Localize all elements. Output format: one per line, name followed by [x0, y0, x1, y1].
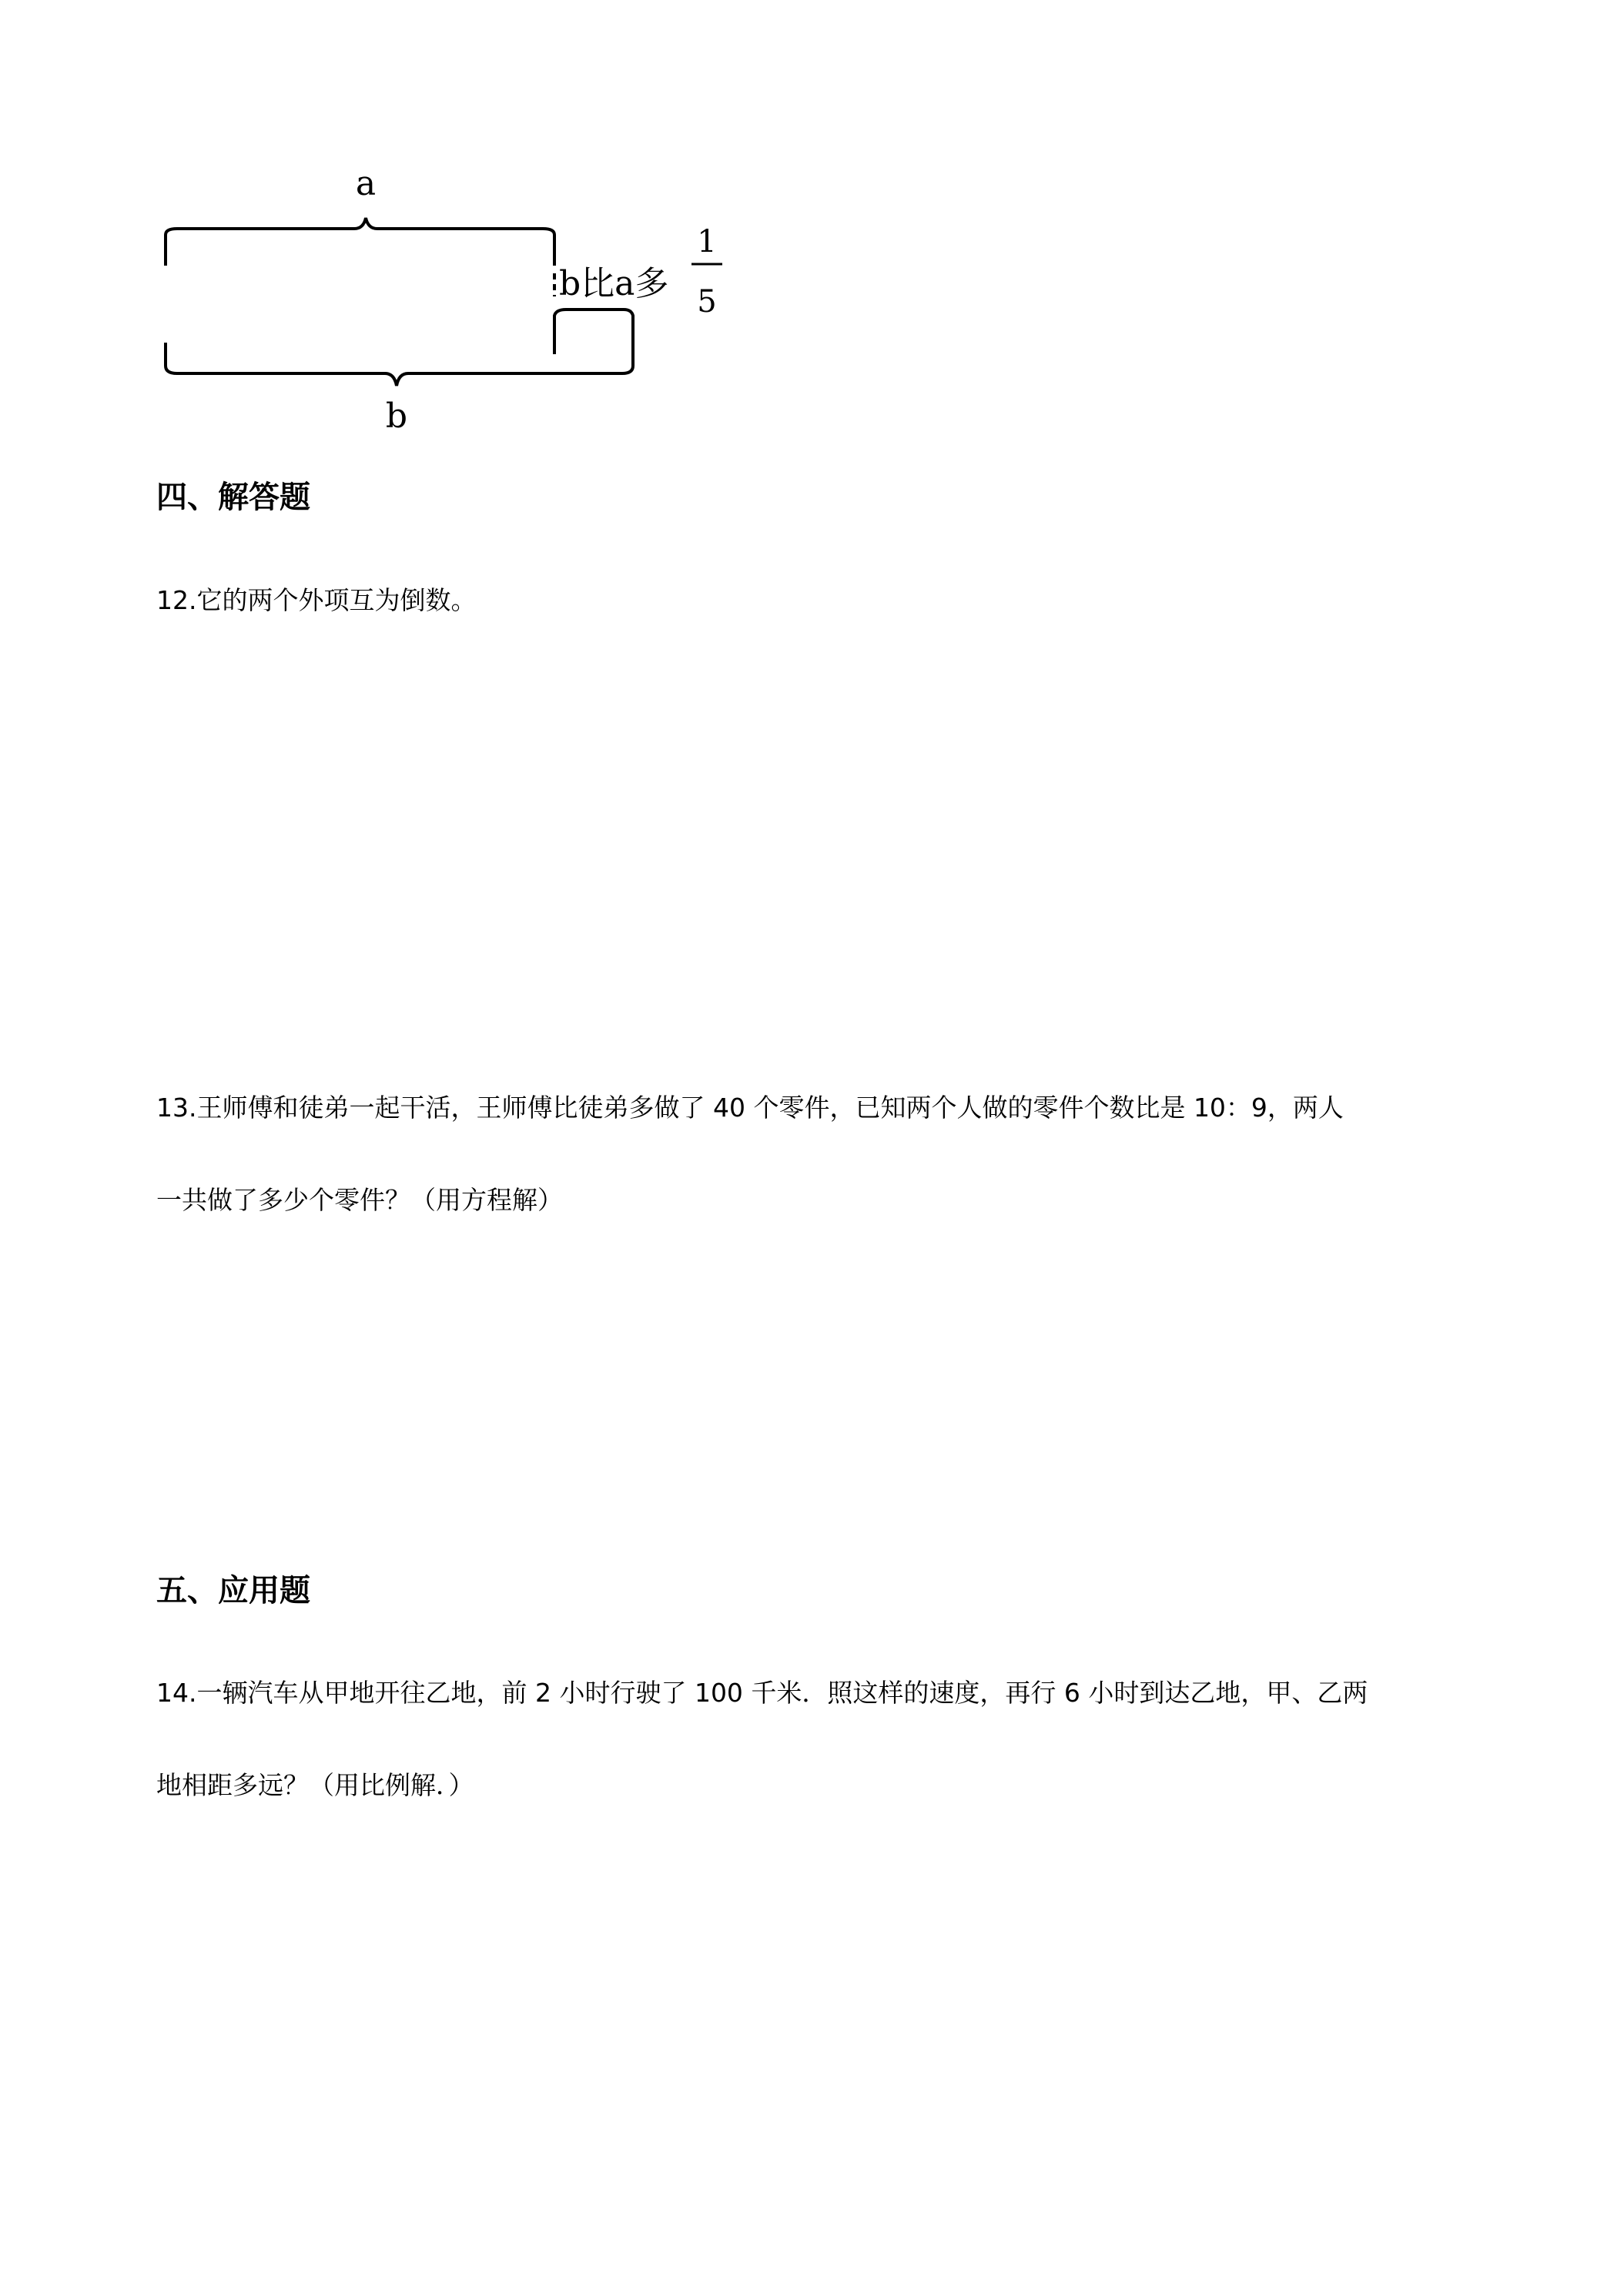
question-12-text: 12.它的两个外项互为倒数。	[156, 585, 477, 615]
question-12	[156, 583, 476, 618]
question-13	[156, 1090, 1344, 1217]
fraction-denominator: 5	[697, 284, 717, 320]
segment-diagram	[146, 158, 747, 450]
question-13-line-1: 13.王师傅和徒弟一起干活，王师傅比徒弟多做了 40 个零件，已知两个人做的零件个数比是 10：9，两人	[156, 1093, 1344, 1123]
section-5-heading: 五、应用题	[156, 1573, 310, 1608]
brace-b	[166, 343, 633, 386]
relation-text: b比a多	[559, 264, 669, 303]
diagram-label-b: b	[385, 397, 408, 436]
section-4-heading: 四、解答题	[156, 480, 310, 515]
question-13-line-2: 一共做了多少个零件？（用方程解）	[156, 1185, 563, 1215]
fraction-numerator: 1	[697, 224, 717, 259]
segment-diagram-svg	[146, 158, 747, 450]
diagram-label-a: a	[355, 164, 377, 203]
question-14-line-2: 地相距多远？（用比例解．）	[156, 1770, 474, 1800]
question-14-line-1: 14.一辆汽车从甲地开往乙地，前 2 小时行驶了 100 千米．照这样的速度，再行 6 小时到达乙地，甲、乙两	[156, 1678, 1368, 1708]
question-14	[156, 1675, 1368, 1802]
extra-part-box	[554, 310, 633, 354]
brace-a	[166, 218, 554, 266]
